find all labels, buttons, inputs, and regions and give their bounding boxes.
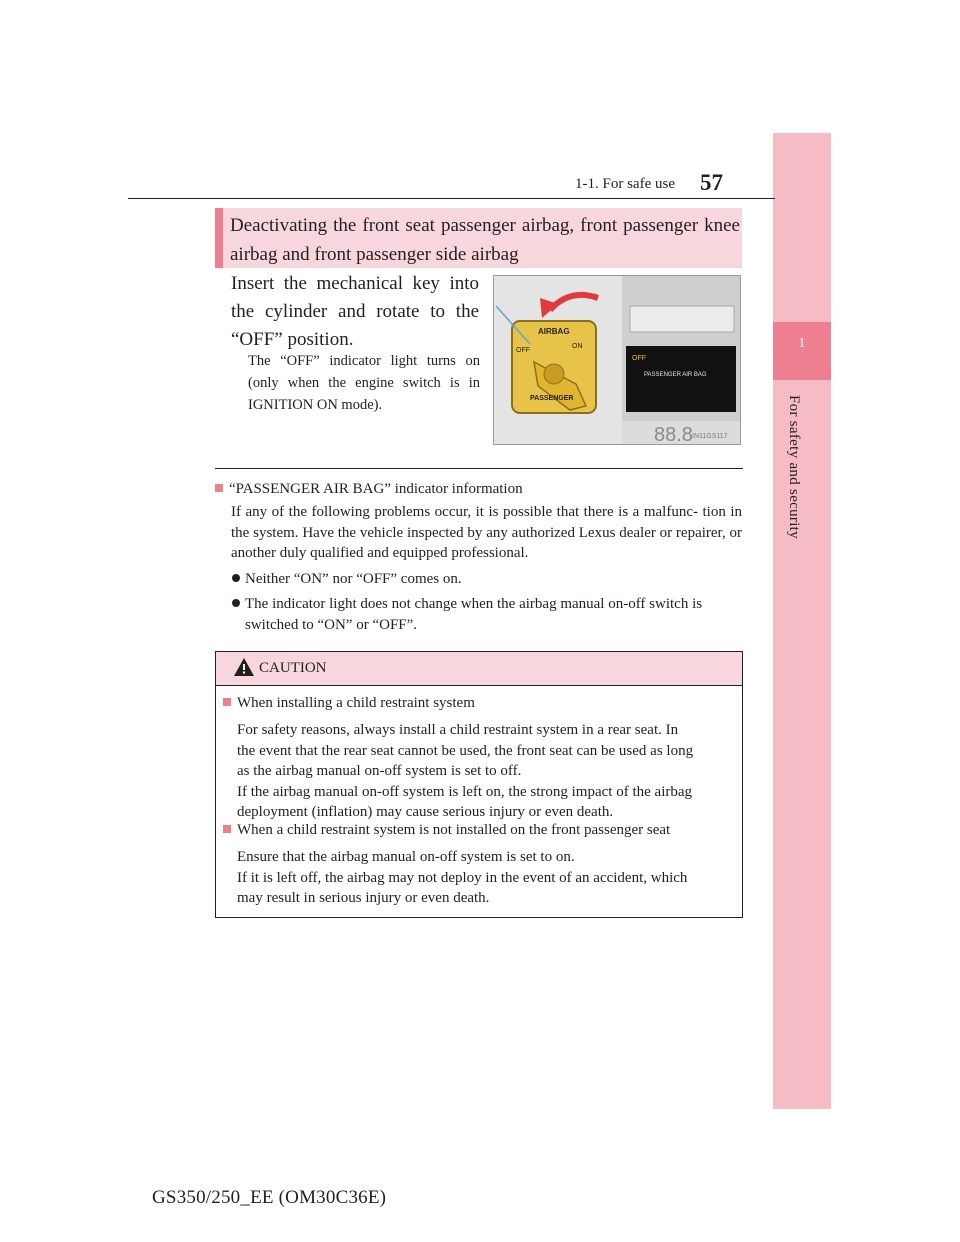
display-off-text: OFF — [632, 355, 646, 362]
chapter-title: For safety and security — [786, 395, 802, 539]
airbag-switch-illustration — [493, 275, 741, 445]
caution-line: If it is left off, the airbag may not deploy in the event of an accident, which — [237, 869, 688, 886]
chapter-side-tab — [773, 133, 831, 1109]
section-title: 1-1. For safe use — [575, 176, 675, 192]
display-digits-text: 88.8 — [654, 424, 693, 445]
list-item — [232, 571, 462, 588]
info-title — [215, 481, 523, 498]
caution-item-body — [237, 847, 734, 909]
illustration-svg — [494, 276, 741, 445]
caution-line: deployment (inflation) may cause serious injury or even death. — [237, 804, 614, 820]
section-heading: Deactivating the front seat passenger airbag, front passenger knee airbag and front passenger side airbag — [230, 215, 740, 265]
switch-title-text: AIRBAG — [538, 327, 570, 336]
caution-item-body — [237, 720, 734, 823]
square-bullet-icon — [223, 825, 231, 833]
caution-item-title-text: When installing a child restraint system — [237, 695, 475, 711]
caution-line: may result in serious injury or even death. — [237, 890, 490, 906]
info-title-text: “PASSENGER AIR BAG” indicator information — [229, 481, 523, 497]
list-item-text: Neither “ON” nor “OFF” comes on. — [245, 571, 462, 587]
caution-box — [215, 651, 743, 918]
caution-line: as the airbag manual on-off system is set to off. — [237, 763, 522, 779]
info-body: If any of the following problems occur, it is possible that there is a malfunc- tion in the system. Have the vehicle inspected by any authorized Lexus dealer or repairer, or another duly qualified and equipped professional. — [231, 504, 742, 561]
switch-bottom-text: PASSENGER — [530, 395, 574, 402]
display-label-text: PASSENGER AIR BAG — [644, 372, 707, 378]
caution-header — [216, 652, 742, 686]
caution-item-title — [223, 822, 670, 839]
bullet-dot-icon — [232, 574, 240, 582]
caution-line: For safety reasons, always install a child restraint system in a rear seat. In — [237, 722, 679, 738]
step-note: The “OFF” indicator light turns on (only when the engine switch is in IGNITION ON mode). — [248, 353, 480, 413]
switch-off-text: OFF — [516, 347, 530, 354]
bullet-dot-icon — [232, 599, 240, 607]
caution-item-title-text: When a child restraint system is not installed on the front passenger seat — [237, 822, 671, 838]
warning-icon — [233, 657, 255, 677]
switch-on-text: ON — [572, 343, 583, 350]
square-bullet-icon — [223, 698, 231, 706]
illustration-code: IN11GS117 — [692, 433, 728, 440]
chapter-number: 1 — [798, 336, 806, 351]
caution-line: If the airbag manual on-off system is left on, the strong impact of the airbag — [237, 783, 693, 800]
section-divider — [215, 468, 743, 469]
header-rule — [128, 198, 775, 199]
list-item-text: The indicator light does not change when the airbag manual on-off switch is — [245, 596, 703, 612]
caution-line: the event that the rear seat cannot be used, the front seat can be used as long — [237, 742, 694, 759]
footer-model-code: GS350/250_EE (OM30C36E) — [152, 1187, 387, 1208]
square-bullet-icon — [215, 484, 223, 492]
list-item-text-cont: switched to “ON” or “OFF”. — [245, 616, 418, 633]
step-instruction: Insert the mechanical key into the cylinder and rotate to the “OFF” position. — [231, 273, 479, 350]
caution-line: Ensure that the airbag manual on-off system is set to on. — [237, 849, 575, 865]
page-number: 57 — [700, 170, 723, 195]
caution-item-title — [223, 695, 475, 712]
caution-label: CAUTION — [259, 660, 327, 676]
list-item — [232, 594, 743, 635]
